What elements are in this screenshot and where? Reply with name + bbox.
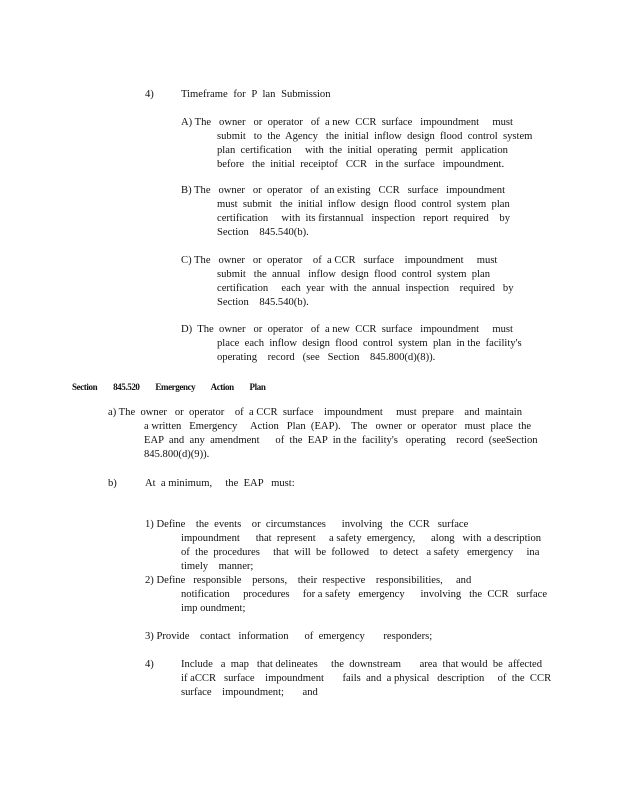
section-title: Emergency Action Plan — [155, 382, 266, 392]
subsection-b-text: At a minimum, the EAP must: — [145, 478, 295, 489]
section-label: Section — [72, 382, 98, 392]
item-4-title: Timeframe for P lan Submission — [181, 89, 331, 100]
section-number: 845.520 — [113, 382, 140, 392]
subsection-b-number: b) — [108, 478, 117, 489]
b-item-4: Include a map that delineates the downstream area that would be affected if aCCR surface impoundment fails and a physical description of the CCR surface impoundment; and — [181, 659, 552, 698]
subsection-a: a) The owner or operator of a CCR surface impoundment must prepare and maintain a written Emergency Action Plan (EAP). The owner or operator must place the EAP and any amendment of the EAP in the facility's operating record (seeSection 845.800(d)(9)). — [108, 407, 538, 460]
item-4-para-d: D) The owner or operator of a new CCR surface impoundment must place each inflow design flood control system plan in the facility's operating record (see Section 845.800(d)(8)). — [181, 324, 522, 363]
b-item-3: 3) Provide contact information of emergency responders; — [145, 631, 433, 642]
item-4-para-c: C) The owner or operator of a CCR surface impoundment must submit the annual inflow design flood control system plan certification each year with the annual inspection required by Section 845.540(b). — [181, 255, 514, 308]
item-4-para-a: A) The owner or operator of a new CCR surface impoundment must submit to the Agency the initial inflow design flood control system plan certification with the initial operating permit application before the initial receiptof CCR in the surface impoundment. — [181, 117, 533, 170]
b-item-4-number: 4) — [145, 659, 154, 670]
b-item-2: 2) Define responsible persons, their respective responsibilities, and notification procedures for a safety emergency involving the CCR surface imp oundment; — [145, 575, 548, 614]
section-heading — [72, 380, 265, 394]
item-4-para-b: B) The owner or operator of an existing CCR surface impoundment must submit the initial inflow design flood control system plan certification with its firstannual inspection report required by Section 845.540(b). — [181, 185, 511, 238]
item-4-number: 4) — [145, 89, 154, 100]
b-item-1: 1) Define the events or circumstances involving the CCR surface impoundment that represent a safety emergency, along with a description of the procedures that will be followed to detect a safety emergency ina timely manner; — [145, 519, 542, 572]
